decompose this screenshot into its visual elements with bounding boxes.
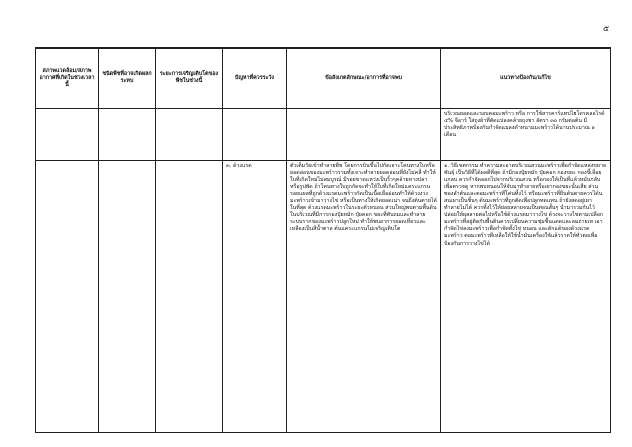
- column-header-prevention: แนวทางป้องกัน/แก้ไข: [441, 48, 611, 108]
- cell-environment: [36, 160, 99, 433]
- column-header-growth-stage: ระยะการเจริญเติบโตของพืชในช่วงนี้: [156, 48, 223, 108]
- cell-growth-stage: [156, 160, 223, 433]
- cell-crop: [99, 160, 156, 433]
- cell-prevention: บริเวณยอดและรอบคอมะพร้าว หรือ การใช้สารคาร์แทปไฮโดรคลอไรด์ ๔% จีอาร์ ใส่ถุงผ้าที่ตัดแปลงคล้ายถุงชา อัตรา ๓๐ กรัมต่อต้น มีประสิทธิภาพป้องกันกำจัดแมลงดำหนามมะพร้าวได้นานประมาณ ๑ เดือน: [441, 108, 611, 160]
- pest-warning-table: [35, 47, 611, 433]
- cell-problem: [223, 108, 287, 160]
- cell-symptoms: [287, 108, 441, 160]
- cell-prevention: ๑. วิธีเขตกรรม ทำความสะอาดบริเวณสวนมะพร้าวเพื่อกำจัดแหล่งขยายพันธุ์ เป็นวิธีที่ได้ผลดีที่สุด ถ้ามีกองปุ๋ยหมัก ปุ๋ยคอก กองขยะ กองขี้เลื่อย แกลบ ควรกำจัดออกไปจากบริเวณสวน หรือกองให้เป็นที่แล้วหมั่นกลับเพื่อตรวจดู หากพบหนอนให้จับมาทำลายหรือเผากองขยะนั้นเสีย ส่วนซองลำต้นและตอมะพร้าวที่โค่นทิ้งไว้ หรือมะพร้าวที่ยืนต้นตายควรได้นสนเผาเป็นชิ้นๆ ต้นมะพร้าวที่ถูกตัดเพื่อปลูกทดแทน ถ้ายังสดอยู่เผาทำลายไม่ได้ ควรทิ้งไว้ให้ย่อยสลายจนเป็นท่อนสั้นๆ นำมารวมกันไว้ ปล่อยให้ผุสลายต่อไปหรือใช้ด้วงแรดมาวางไข่ ด้วงจะวางไข่ตามเปลือกมะพร้าวที่อยู่ติดกับพื้นดินควรเปลี่ยนความชุ่มชื้นแดดและลมถ่ายเท เอากำจัดไข่ลงมะพร้าวเพื่อกำจัดทั้งไข่ หนอน และดักแด้ของด้วงแรดมะพร้าว ตอมะพร้าวที่เหลือให้ใช้น้ำมันเครื่องใช้แล้วราดให้ทั่วตอเพื่อป้องกันการวางไข่ได้: [441, 160, 611, 433]
- cell-growth-stage: [156, 108, 223, 160]
- cell-environment: [36, 108, 99, 160]
- cell-crop: [99, 108, 156, 160]
- page-number: ๕: [602, 24, 609, 33]
- column-header-problem: ปัญหาที่ควรระวัง: [223, 48, 287, 108]
- column-header-environment: สภาพแวดล้อม/สภาพอากาศที่เกิดในช่วงเวลานี้: [36, 48, 99, 108]
- cell-problem: ๓. ด้วงแรด: [223, 160, 287, 433]
- column-header-symptoms: ข้อสังเกตลักษณะ/อาการที่อาจพบ: [287, 48, 441, 108]
- cell-symptoms: ตัวเต็มวัยเข้าทำลายพืช โดยการบินขึ้นไปกัดเจาะโคนทางใบหรือยอดอ่อนของมะพร้าวรวมทั้งเจาะทำลายยอดอ่อนที่ยังไม่คลี่ ทำให้ใบที่เกิดใหม่ไม่สมบูรณ์ มีรอยขาดแหว่งเป็นริ้วๆคล้ายหางปลา หรือรูปพัด ถ้าโคนทางใบถูกกัดจะทำให้ใบที่เกิดใหม่แคระแกรน รอยแผลที่ถูกด้วงแรดมะพร้าวกัดเป็นเนื้อเยื่ออ่อนทำให้ด้วงงวงมะพร้าวเข้ามาวางไข่ หรือเป็นทางให้เกิดยอดเน่า จนถึงต้นตายได้ในที่สุด ด้วงแรดมะพร้าวในระยะตัวหนอน ส่วนใหญ่พบตามพื้นดินในบริเวณที่มีการกองปุ๋ยหมัก ปุ๋ยคอก ขยะที่ทับถมและทำลายระบบรากของมะพร้าวปลูกใหม่ ทำให้พบอาการยอดเหี่ยวและเหลืองเป็นสีน้ำตาล ต้นแคระแกรนไม่เจริญเติบโต: [287, 160, 441, 433]
- table-row: [36, 108, 611, 160]
- column-header-crop: ชนิดพืชที่อาจเกิดผลกระทบ: [99, 48, 156, 108]
- table-header-row: [36, 48, 611, 108]
- table-row: [36, 160, 611, 433]
